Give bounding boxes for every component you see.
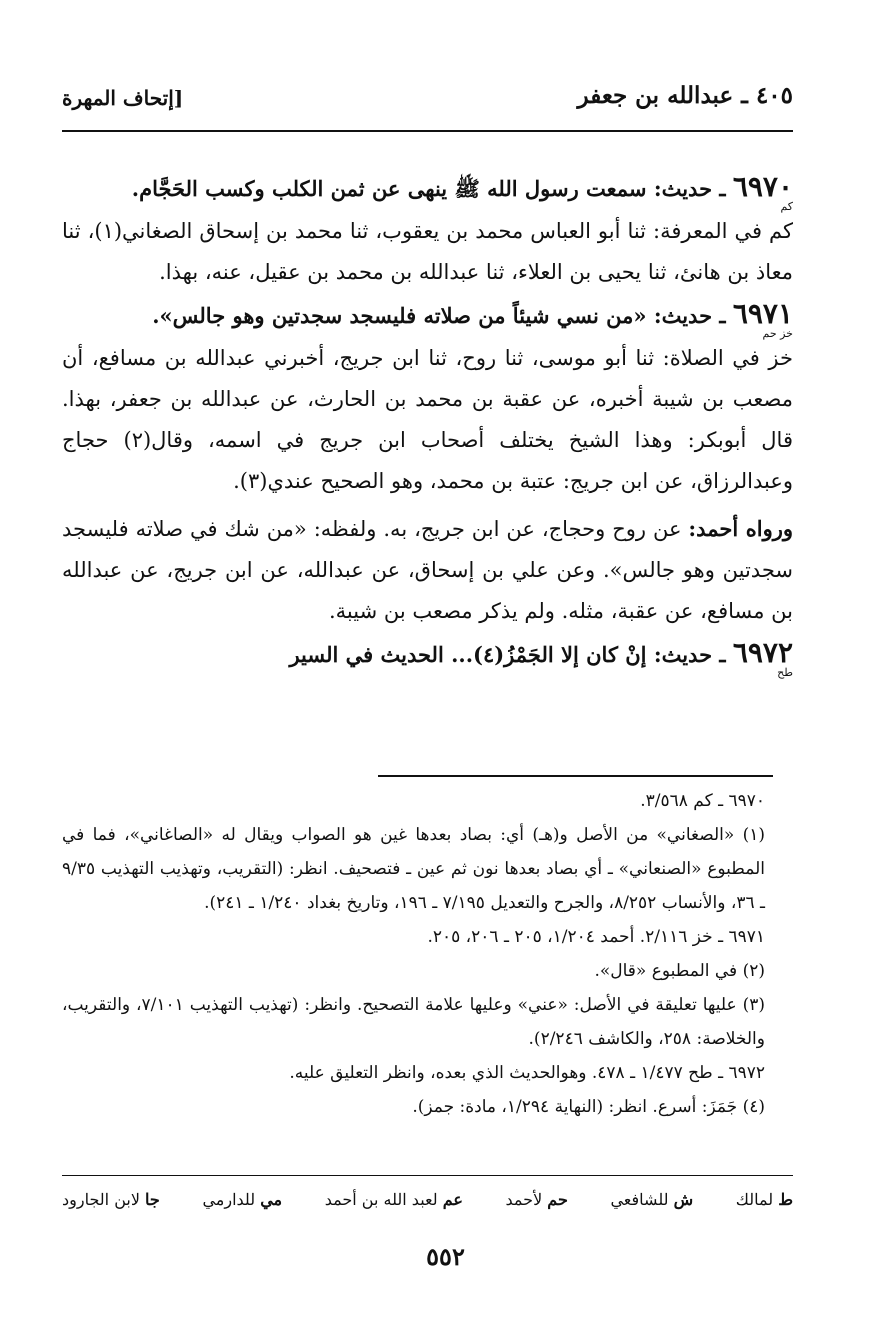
abbreviation bbox=[736, 1190, 793, 1209]
main-text bbox=[62, 166, 793, 677]
abbreviation bbox=[62, 1190, 160, 1209]
abbreviation-label: للدارمي bbox=[202, 1190, 256, 1209]
book-title: [إتحاف المهرة bbox=[62, 86, 184, 110]
footnote: ٦٩٧١ ـ خز ٢/١١٦. أحمد ١/٢٠٤، ٢٠٥ ـ ٢٠٦، ٢٠٥. bbox=[427, 927, 765, 947]
hadith-title: ـ حديث: إنْ كان إلا الجَمْزُ(٤)... الحديث في السير bbox=[289, 642, 726, 667]
source-siglum: كم bbox=[780, 200, 793, 213]
footnote: (١) «الصغاني» من الأصل و(هـ) أي: بصاد بعدها غين هو الصواب ويقال له «الصاغاني»، فما في المطبوع «الصنعاني» ـ أي بصاد بعدها نون ثم عين ـ فتصحيف. انظر: (التقريب، وتهذيب التهذيب ٩/٣٥ ـ ٣٦، والأنساب ٨/٢٥٢، والجرح والتعديل ٧/١٩٥ ـ ١٩٦، وتاريخ بغداد ١/٢٤٠ ـ ٢٤١). bbox=[62, 825, 765, 913]
hadith-title: ـ حديث: «من نسي شيئاً من صلاته فليسجد سجدتين وهو جالس». bbox=[152, 303, 726, 328]
abbreviation-code: عم bbox=[442, 1190, 463, 1209]
paragraph-text: خز في الصلاة: ثنا أبو موسى، ثنا روح، ثنا ابن جريج، أخبرني عبدالله بن مسافع، أن مصعب بن شيبة أخبره، عن عقبة بن محمد بن الحارث، عن عبدالله بن جعفر، بهذا. قال أبوبكر: وهذا الشيخ يختلف أصحاب ابن جريج في اسمه، وقال(٢) حجاج وعبدالرزاق، عن ابن جريج: عتبة بن محمد، وهو الصحيح عندي(٣). bbox=[62, 346, 793, 493]
hadith-entry bbox=[62, 293, 793, 632]
abbreviations-key bbox=[62, 1190, 793, 1209]
footnote: (٢) في المطبوع «قال». bbox=[594, 961, 765, 981]
footnote: (٤) جَمَزَ: أسرع. انظر: (النهاية ١/٢٩٤، مادة: جمز). bbox=[412, 1097, 765, 1117]
isnad-paragraph bbox=[62, 338, 793, 502]
source-siglum: خز حم bbox=[762, 327, 793, 340]
hadith-heading bbox=[62, 166, 793, 209]
hadith-number: ٦٩٧١ bbox=[732, 297, 793, 330]
footnote-separator bbox=[378, 775, 773, 777]
abbreviation-code: مي bbox=[260, 1190, 283, 1209]
source-siglum: طح bbox=[777, 666, 793, 679]
chapter-heading: ٤٠٥ ـ عبدالله بن جعفر bbox=[577, 82, 793, 109]
abbreviation-code: حم bbox=[547, 1190, 568, 1209]
header-rule bbox=[62, 130, 793, 132]
paragraph-lead: ورواه أحمد: bbox=[688, 516, 793, 541]
abbreviation-label: لابن الجارود bbox=[62, 1190, 140, 1209]
footnotes bbox=[62, 784, 793, 1124]
hadith-number: ٦٩٧٢ bbox=[732, 636, 793, 669]
hadith-entry bbox=[62, 632, 793, 679]
isnad-paragraph bbox=[62, 508, 793, 632]
abbreviation-label: للشافعي bbox=[610, 1190, 669, 1209]
abbreviation-label: لعبد الله بن أحمد bbox=[324, 1190, 438, 1209]
paragraph-text: كم في المعرفة: ثنا أبو العباس محمد بن يعقوب، ثنا محمد بن إسحاق الصغاني(١)، ثنا معاذ بن هانئ، ثنا يحيى بن العلاء، ثنا عبدالله بن محمد بن عقيل، عنه، بهذا. bbox=[62, 219, 794, 284]
page-number: ٥٥٢ bbox=[426, 1242, 465, 1271]
running-header bbox=[62, 82, 793, 122]
footnote: ٦٩٧٠ ـ كم ٣/٥٦٨. bbox=[640, 791, 765, 811]
abbreviation bbox=[202, 1190, 282, 1209]
footnote: (٣) عليها تعليقة في الأصل: «عني» وعليها علامة التصحيح. وانظر: (تهذيب التهذيب ٧/١٠١، والتقريب، والخلاصة: ٢٥٨، والكاشف ٢/٢٤٦). bbox=[62, 995, 765, 1049]
hadith-entry bbox=[62, 166, 793, 293]
isnad-paragraph bbox=[62, 211, 793, 293]
abbreviation-code: ط bbox=[778, 1190, 793, 1209]
paragraph-text: عن روح وحجاج، عن ابن جريج، به. ولفظه: «من شك في صلاته فليسجد سجدتين وهو جالس». وعن علي بن إسحاق، عن عبدالله، عن ابن جريج، عن عبدالله بن مسافع، عن عقبة، مثله. ولم يذكر مصعب بن شيبة. bbox=[62, 517, 793, 623]
abbreviation bbox=[610, 1190, 693, 1209]
hadith-heading bbox=[62, 293, 793, 336]
footnote: ٦٩٧٢ ـ طح ١/٤٧٧ ـ ٤٧٨. وهوالحديث الذي بعده، وانظر التعليق عليه. bbox=[289, 1063, 765, 1083]
hadith-number: ٦٩٧٠ bbox=[732, 170, 793, 203]
abbreviation-label: لمالك bbox=[735, 1190, 774, 1209]
abbreviation-code: ش bbox=[673, 1190, 694, 1209]
abbreviation bbox=[325, 1190, 463, 1209]
footer-rule bbox=[62, 1175, 793, 1176]
abbreviation-label: لأحمد bbox=[505, 1190, 543, 1209]
abbreviation-code: جا bbox=[145, 1190, 160, 1209]
hadith-title: ـ حديث: سمعت رسول الله ﷺ ينهى عن ثمن الكلب وكسب الحَجَّام. bbox=[131, 176, 726, 201]
abbreviation bbox=[506, 1190, 568, 1209]
